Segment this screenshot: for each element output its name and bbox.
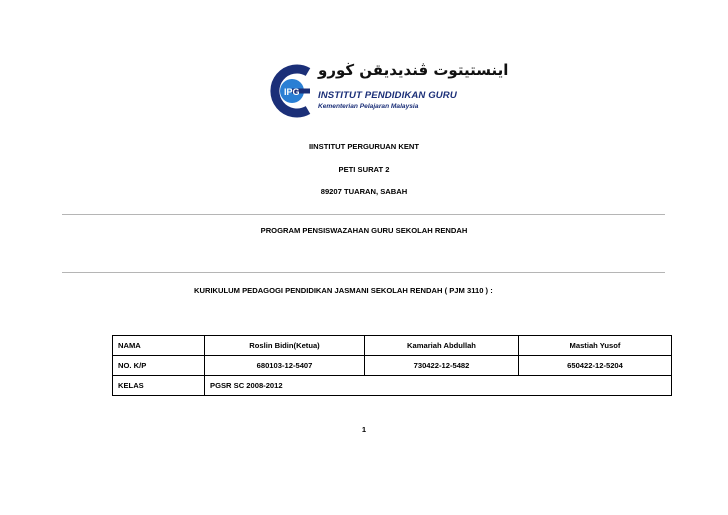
student-info-table (112, 335, 672, 396)
row-label-nama: NAMA (113, 336, 205, 356)
divider-bottom (62, 272, 665, 273)
table-row (113, 376, 672, 396)
divider-top (62, 214, 665, 215)
table-row (113, 356, 672, 376)
nama-cell-2: Kamariah Abdullah (365, 336, 519, 356)
table-row (113, 336, 672, 356)
institution-name: IINSTITUT PERGURUAN KENT (308, 142, 420, 151)
address-line-1: PETI SURAT 2 (338, 165, 390, 174)
row-label-kelas: KELAS (113, 376, 205, 396)
ipg-logo (270, 60, 509, 122)
nama-cell-1: Roslin Bidin(Ketua) (205, 336, 365, 356)
emblem-text: IPG (284, 87, 300, 97)
nama-cell-3: Mastiah Yusof (519, 336, 672, 356)
nokp-cell-1: 680103-12-5407 (205, 356, 365, 376)
row-label-nokp: NO. K/P (113, 356, 205, 376)
nokp-cell-2: 730422-12-5482 (365, 356, 519, 376)
course-title: KURIKULUM PEDAGOGI PENDIDIKAN JASMANI SEKOLAH RENDAH ( PJM 3110 ) : (194, 286, 493, 295)
logo-subtitle: Kementerian Pelajaran Malaysia (318, 103, 419, 110)
address-line-2: 89207 TUARAN, SABAH (320, 187, 408, 196)
kelas-cell: PGSR SC 2008-2012 (205, 376, 672, 396)
page-number: 1 (361, 425, 367, 434)
ipg-emblem-icon (270, 60, 316, 122)
logo-title: INSTITUT PENDIDIKAN GURU (318, 90, 457, 101)
logo-jawi-text: اينستيتوت ڤنديديقن ڬورو (318, 61, 509, 79)
program-title: PROGRAM PENSISWAZAHAN GURU SEKOLAH RENDAH (260, 226, 468, 235)
nokp-cell-3: 650422-12-5204 (519, 356, 672, 376)
